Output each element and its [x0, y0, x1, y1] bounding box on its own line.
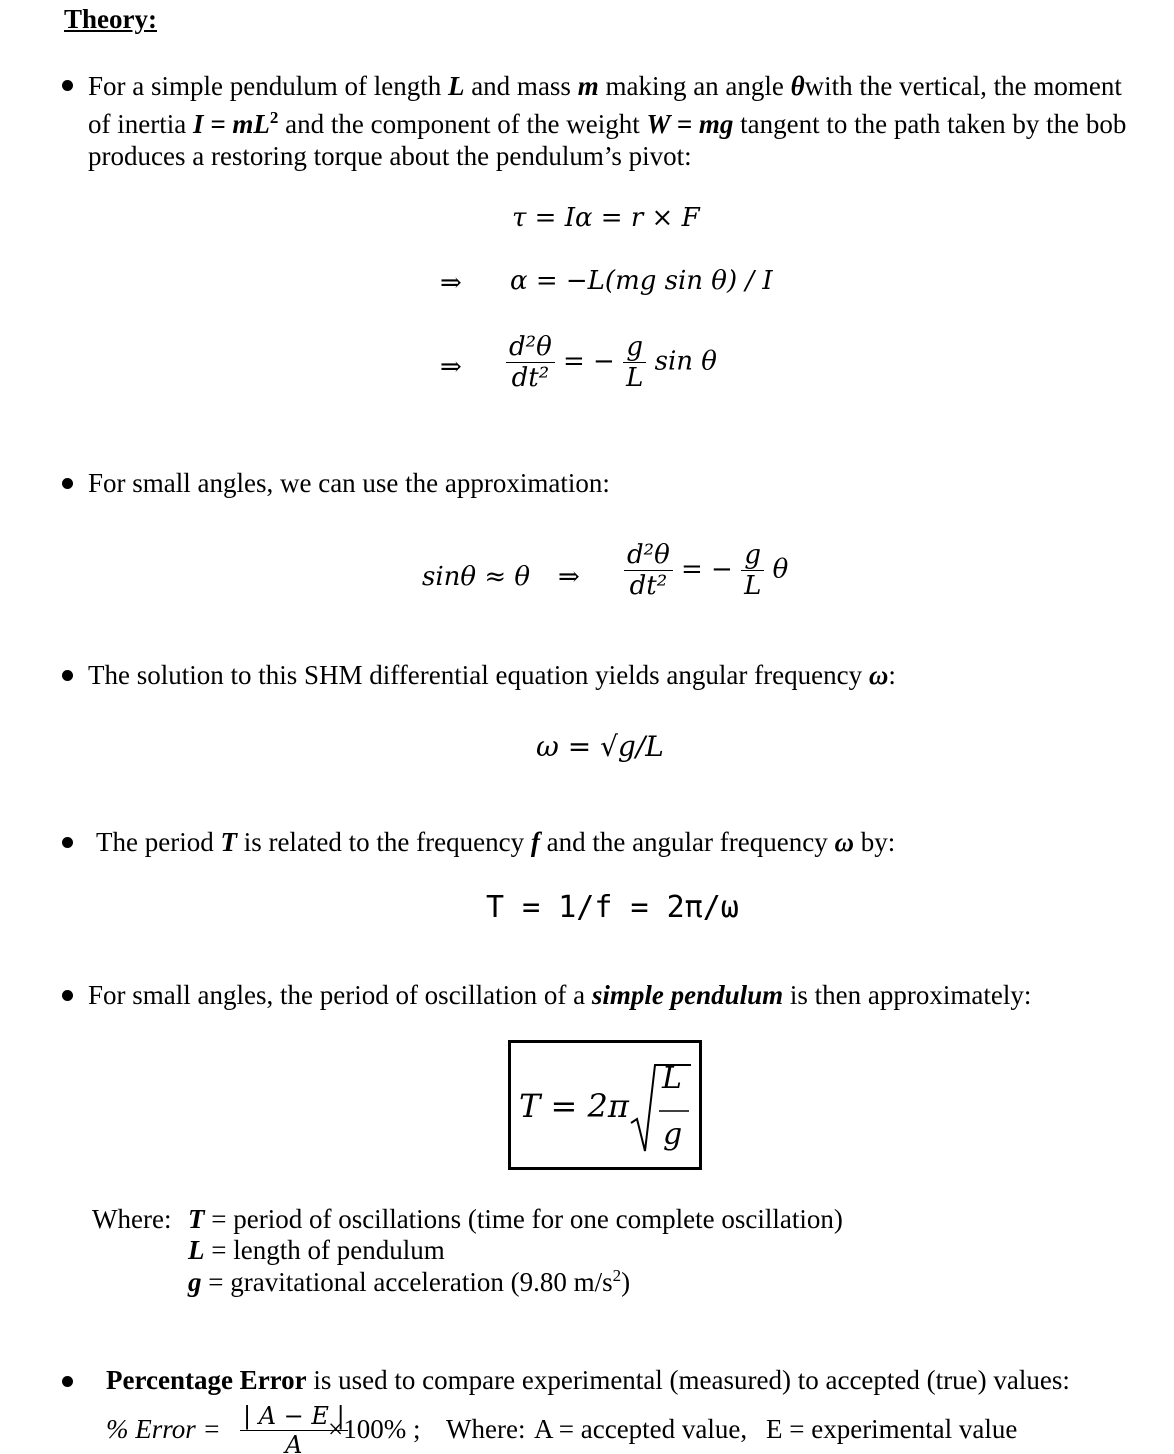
omega-equation: ω = √g/L — [536, 730, 664, 763]
bullet-marker — [62, 990, 73, 1001]
alpha-equation: α = −L(mg sin θ) / I — [510, 266, 773, 296]
definition-g: g = gravitational acceleration (9.80 $m/s^2$) — [188, 1266, 631, 1297]
bullet-marker — [62, 1376, 73, 1387]
percentage-error-paragraph: Percentage Error is used to compare experimental (measured) to accepted (true) values: — [106, 1365, 1070, 1395]
small-angle-approximation: sinθ ≈ θ — [422, 562, 531, 592]
bullet-marker — [62, 670, 73, 681]
pendulum-ode: $\frac{\text{d²θ}}{\text{dt²}}$ = − $\frac{g}{L}$ sin θ — [506, 332, 717, 393]
implies-arrow: ⇒ — [440, 268, 462, 298]
fraction-numerator: L — [662, 1061, 682, 1096]
bullet-marker — [62, 837, 73, 848]
shm-solution-paragraph: The solution to this SHM differential equation yields angular frequency ω: — [88, 660, 896, 690]
implies-arrow: ⇒ — [440, 352, 462, 382]
torque-equation: τ = Iα = r × F — [512, 203, 700, 233]
definition-L: L = length of pendulum — [188, 1235, 445, 1265]
where-label: Where: — [92, 1204, 172, 1234]
fraction-denominator: g — [663, 1117, 683, 1152]
pendulum-intro-paragraph: For a simple pendulum of length L and mass m making an angle θwith the vertical, the moment of inertia $I = mL^2$ and the component of the weight W = mg tangent to the path taken by the bob produces a restoring torque about the pendulum’s pivot: — [88, 71, 1127, 171]
section-title: Theory: — [64, 4, 157, 34]
small-angle-period-paragraph: For small angles, the period of oscillation of a simple pendulum is then approximately: — [88, 980, 1032, 1010]
small-angle-paragraph: For small angles, we can use the approximation: — [88, 468, 610, 498]
bullet-marker — [62, 80, 73, 91]
square-root-sign — [629, 1061, 693, 1157]
linear-ode: $\frac{\text{d²θ}}{\text{dt²}}$ = − $\frac{g}{L}$ θ — [624, 540, 788, 601]
implies-arrow: ⇒ — [558, 562, 580, 592]
percentage-error-formula: % Error = $\frac{| A - E |}{A}$ ×100% ; Where: A = accepted value, E = experimental value — [106, 1402, 1146, 1454]
period-frequency-equation: T = 1/f = 2π/ω — [486, 890, 739, 925]
bullet-marker — [62, 478, 73, 489]
period-relation-paragraph: The period T is related to the frequency f and the angular frequency ω by: — [96, 827, 896, 857]
definition-T: T = period of oscillations (time for one complete oscillation) — [188, 1204, 843, 1234]
period-formula-box: T = 2π L g — [508, 1040, 702, 1170]
